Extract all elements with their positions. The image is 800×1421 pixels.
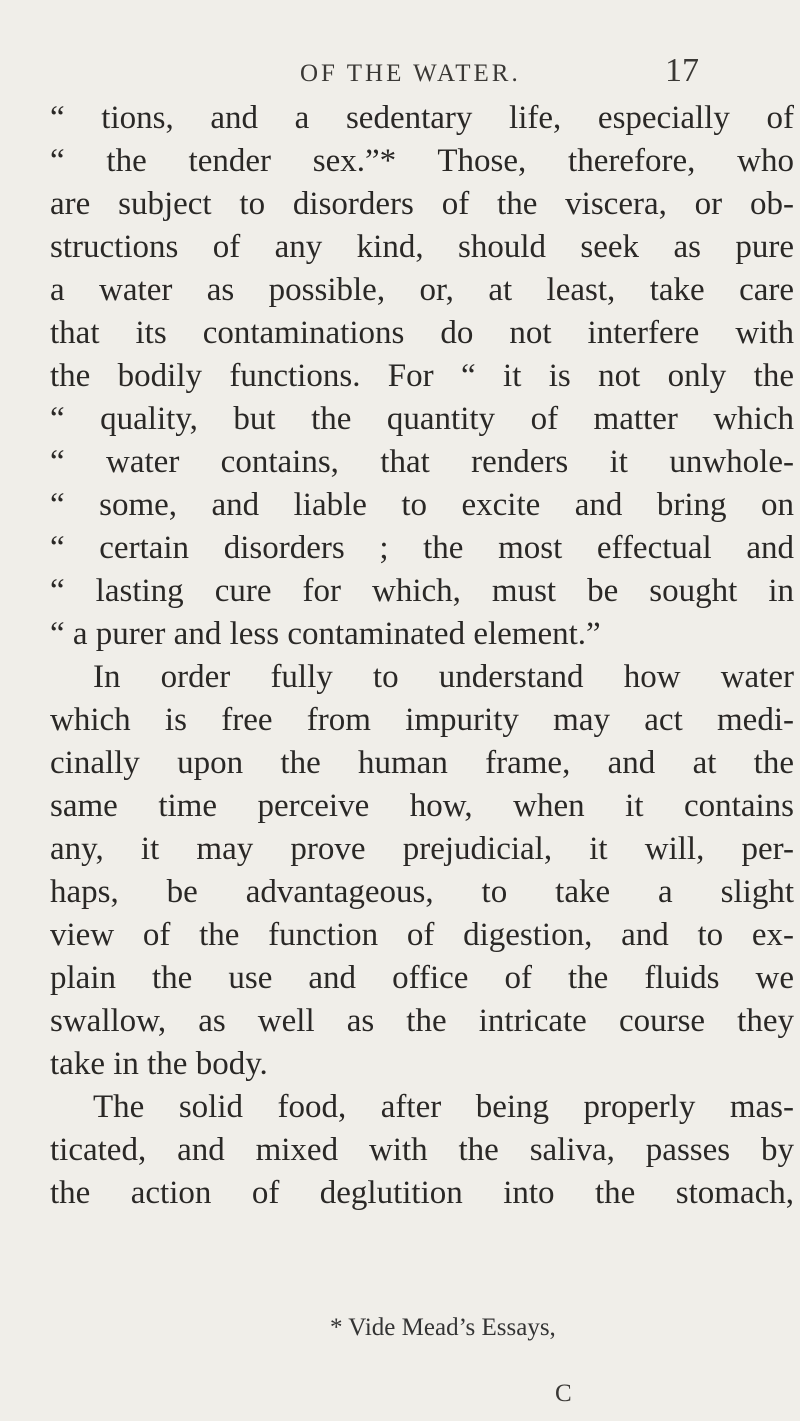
text-line: “ quality, but the quantity of matter which xyxy=(50,401,794,437)
text-line: “ lasting cure for which, must be sought in xyxy=(50,573,794,609)
page-number: 17 xyxy=(665,52,699,89)
text-line: view of the function of digestion, and to ex- xyxy=(50,917,794,953)
signature-mark: C xyxy=(555,1380,572,1407)
text-line: plain the use and office of the fluids we xyxy=(50,960,794,996)
text-line: “ certain disorders ; the most effectual and xyxy=(50,530,794,566)
body-text xyxy=(50,97,794,1215)
text-line: that its contaminations do not interfere with xyxy=(50,315,794,351)
paragraph-start-line: The solid food, after being properly mas- xyxy=(93,1089,794,1125)
footnote: * Vide Mead’s Essays, xyxy=(330,1314,556,1341)
text-line: are subject to disorders of the viscera, or ob- xyxy=(50,186,794,222)
text-line: “ water contains, that renders it unwhole- xyxy=(50,444,794,480)
text-line: haps, be advantageous, to take a slight xyxy=(50,874,794,910)
text-line: same time perceive how, when it contains xyxy=(50,788,794,824)
text-line: a water as possible, or, at least, take care xyxy=(50,272,794,308)
text-line: which is free from impurity may act medi- xyxy=(50,702,794,738)
paragraph-start-line: In order fully to understand how water xyxy=(93,659,794,695)
text-line: cinally upon the human frame, and at the xyxy=(50,745,794,781)
text-line: “ tions, and a sedentary life, especially of xyxy=(50,100,794,136)
running-head: OF THE WATER. xyxy=(300,60,521,87)
text-line: ticated, and mixed with the saliva, passes by xyxy=(50,1132,794,1168)
text-line: take in the body. xyxy=(50,1046,268,1082)
text-line: “ some, and liable to excite and bring on xyxy=(50,487,794,523)
text-line: “ the tender sex.”* Those, therefore, who xyxy=(50,143,794,179)
text-line: swallow, as well as the intricate course they xyxy=(50,1003,794,1039)
text-line: the action of deglutition into the stomach, xyxy=(50,1175,794,1211)
text-line: “ a purer and less contaminated element.” xyxy=(50,616,601,652)
text-line: any, it may prove prejudicial, it will, per- xyxy=(50,831,794,867)
text-line: the bodily functions. For “ it is not only the xyxy=(50,358,794,394)
text-line: structions of any kind, should seek as pure xyxy=(50,229,794,265)
